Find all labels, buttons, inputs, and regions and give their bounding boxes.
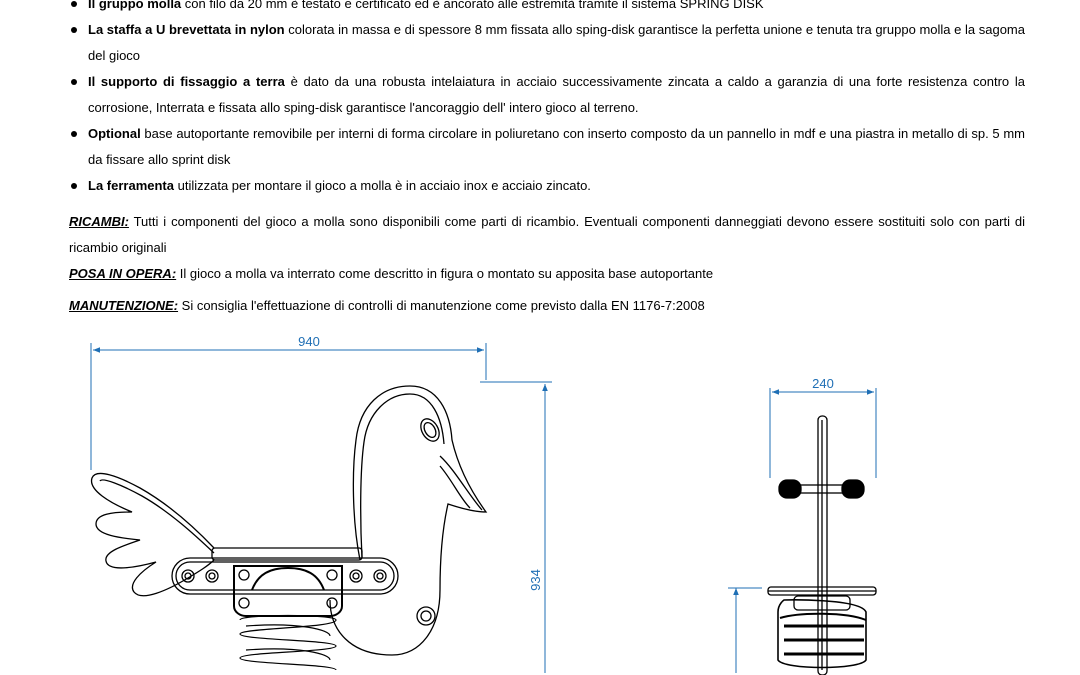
manutenzione-section: MANUTENZIONE: Si consiglia l'effettuazione di controlli di manutenzione come previsto dalla EN 1176-7:2008 (69, 298, 705, 313)
u-bracket (234, 566, 342, 616)
ricambi-section: RICAMBI: Tutti i componenti del gioco a molla sono disponibili come parti di ricambio. Eventuali componenti danneggiati devono essere sostituiti solo con parti di ricambio originali (69, 214, 1025, 255)
dim-width-front-label: 940 (298, 334, 320, 349)
spring-front (240, 616, 336, 671)
rocker-side-view (768, 416, 876, 675)
side-width-dimension (770, 376, 876, 478)
list-item: La staffa a U brevettata in nylon colorata in massa e di spessore 8 mm fissata allo sping-disk garantisce la perfetta unione e tenuta tra gruppo molla e la sagoma del gioco (69, 17, 1025, 69)
duck-wing (92, 473, 214, 595)
height-dimension (480, 382, 552, 673)
posa-label: POSA IN OPERA: (69, 266, 177, 281)
duck-head (330, 386, 486, 655)
dim-height-label: 934 (528, 569, 543, 591)
list-item: Optional base autoportante removibile per interni di forma circolare in poliuretano con inserto composto da un pannello in mdf e una piastra in metallo di sp. 5 mm da fissare allo sprint disk (69, 121, 1025, 173)
list-item: Il supporto di fissaggio a terra è dato da una robusta intelaiatura in acciaio successivamente zincata a caldo a garanzia di una forte resistenza contro la corrosione, Interrata e fissata allo sping-disk garantisce l'ancoraggio dell' intero gioco al terreno. (69, 69, 1025, 121)
ricambi-label: RICAMBI: (69, 214, 129, 229)
posa-section: POSA IN OPERA: Il gioco a molla va interrato come descritto in figura o montato su apposita base autoportante (69, 266, 714, 281)
manutenzione-label: MANUTENZIONE: (69, 298, 179, 313)
front-width-dimension (91, 334, 486, 470)
dim-width-side-label: 240 (812, 376, 834, 391)
list-item: Il gruppo molla con filo da 20 mm è testato e certificato ed è ancorato alle estremità tramite il sistema SPRING DISK (69, 0, 1025, 17)
duck-front-view (92, 386, 486, 670)
list-item: La ferramenta utilizzata per montare il gioco a molla è in acciaio inox e acciaio zincato. (69, 173, 1025, 199)
